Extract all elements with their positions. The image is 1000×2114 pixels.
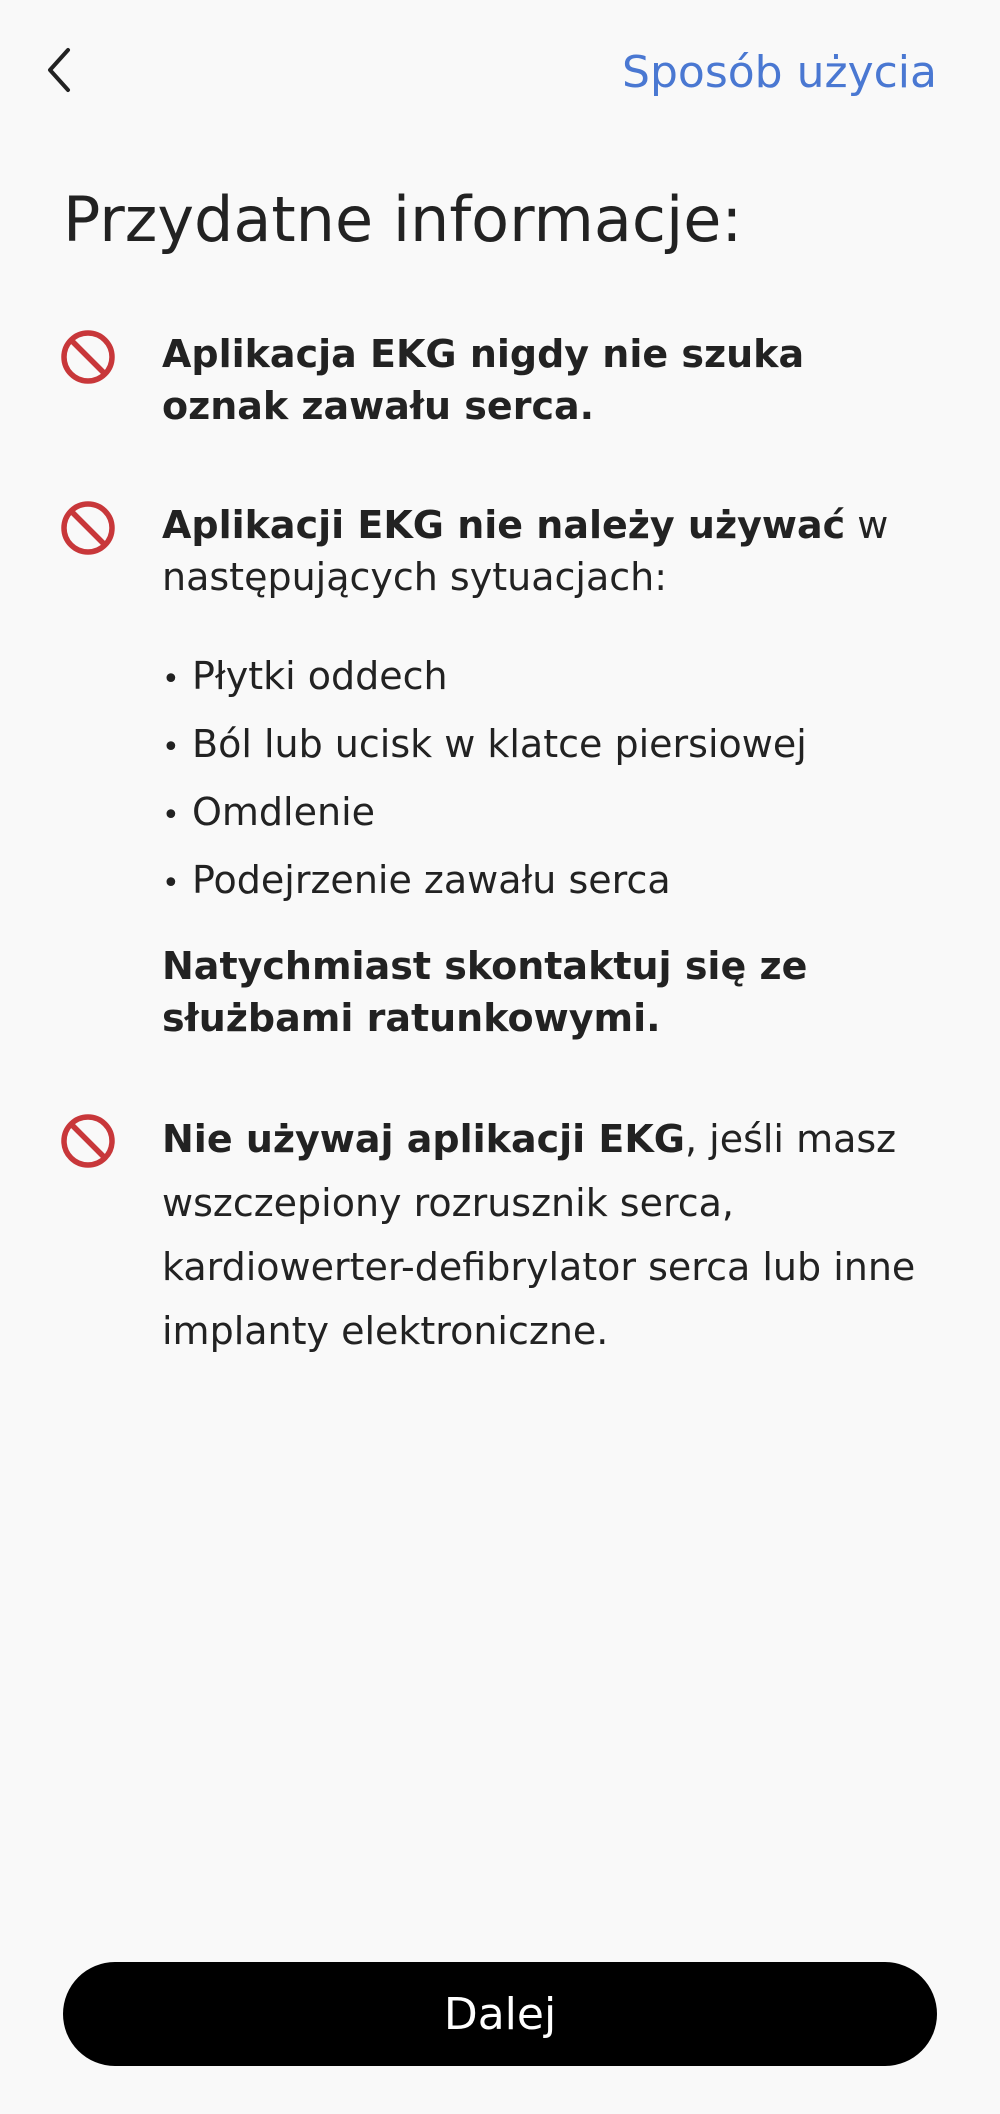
list-item: • Omdlenie	[162, 790, 376, 834]
warning-do-not-use-situations	[162, 499, 942, 603]
list-item-label: Płytki oddech	[192, 654, 448, 698]
list-item-label: Omdlenie	[192, 790, 376, 834]
list-item: • Ból lub ucisk w klatce piersiowej	[162, 722, 807, 766]
warning-text: , jeśli masz wszczepiony rozrusznik serca, kardiowerter-defibrylator serca lub inne implanty elektroniczne.	[162, 1117, 916, 1353]
next-button[interactable]: Dalej	[63, 1962, 937, 2066]
list-item: • Podejrzenie zawału serca	[162, 858, 671, 902]
emergency-contact-note: Natychmiast skontaktuj się ze służbami ratunkowymi.	[162, 944, 808, 1040]
back-button[interactable]	[44, 36, 104, 108]
situations-list	[162, 644, 807, 916]
chevron-left-icon	[44, 46, 74, 98]
warning-implants	[162, 1107, 942, 1363]
warning-bold-text: Nie używaj aplikacji EKG	[162, 1117, 685, 1161]
page-title: Przydatne informacje:	[63, 183, 743, 256]
warning-bold-text: Aplikacja EKG nigdy nie szuka oznak zawału serca.	[162, 332, 805, 428]
prohibited-icon	[60, 1113, 116, 1169]
prohibited-icon	[60, 500, 116, 556]
how-to-use-link[interactable]: Sposób użycia	[622, 47, 937, 98]
warning-text: w następujących sytuacjach:	[162, 503, 889, 599]
list-item: • Płytki oddech	[162, 654, 448, 698]
warning-no-heart-attack-detection	[162, 328, 942, 432]
prohibited-icon	[60, 329, 116, 385]
list-item-label: Podejrzenie zawału serca	[192, 858, 671, 902]
warning-bold-text: Aplikacji EKG nie należy używać	[162, 503, 846, 547]
list-item-label: Ból lub ucisk w klatce piersiowej	[192, 722, 807, 766]
